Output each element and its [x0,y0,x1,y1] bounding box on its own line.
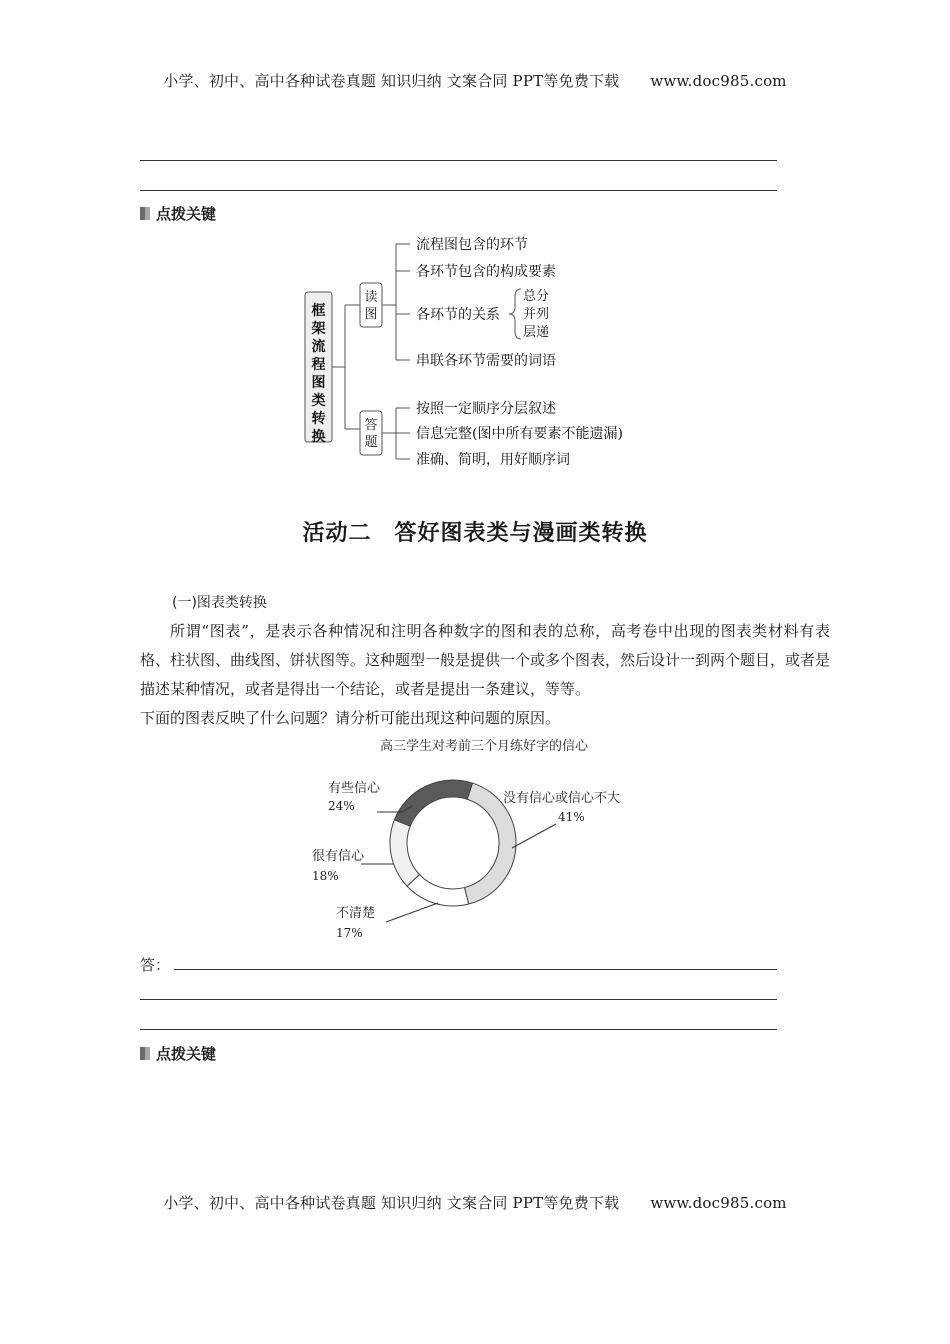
answer-line[interactable] [140,999,777,1000]
question-text: 下面的图表反映了什么问题？请分析可能出现这种问题的原因。 [140,709,561,727]
answer-line[interactable] [174,969,777,970]
page-footer [0,1192,950,1213]
chart-value: 18% [312,869,339,883]
tip-marker-icon [145,207,150,220]
read-item: 串联各环节需要的词语 [416,353,556,369]
donut-slice [407,874,469,906]
answer-line [140,160,777,161]
read-item: 各环节的关系 [416,307,500,323]
tip-heading [140,1043,216,1064]
chart-label: 不清楚 [336,906,376,921]
answer-line[interactable] [140,1029,777,1030]
subsection-title: (一)图表类转换 [172,595,267,611]
paragraph-text: 所谓“图表”，是表示各种情况和注明各种数字的图和表的总称，高考卷中出现的图表类材料有表格、柱状图、曲线图、饼状图等。这种题型一般是提供一个或多个图表，然后设计一到两个题目，或者是描述某种情况，或者是得出一个结论，或者是提出一条建议，等等。 [140,622,831,698]
chart-value: 17% [336,926,363,940]
chart-value: 24% [328,799,355,813]
body-paragraph [140,617,830,733]
relation-item: 总分 [523,289,550,304]
chart-title: 高三学生对考前三个月练好字的信心 [379,739,589,754]
donut-chart [0,730,950,950]
answer-item: 信息完整(图中所有要素不能遗漏) [416,426,623,442]
mindmap-answer-label: 答题 [364,418,378,450]
mindmap-diagram [0,225,950,480]
answer-item: 准确、简明，用好顺序词 [416,452,570,468]
read-item: 流程图包含的环节 [416,237,528,253]
mindmap-root-label: 框架流程图类转换 [311,303,326,445]
chart-value: 41% [558,810,585,824]
relation-item: 层递 [523,325,550,340]
chart-label: 没有信心或信心不大 [503,791,621,806]
header-text: 小学、初中、高中各种试卷真题 知识归纳 文案合同 PPT等免费下载 [163,72,620,90]
tip-label: 点拨关键 [156,205,217,223]
relation-item: 并列 [523,307,550,322]
page-header [0,70,950,91]
section-title: 活动二 答好图表类与漫画类转换 [302,521,648,546]
chart-label: 很有信心 [312,849,365,864]
answer-label: 答： [140,956,171,974]
tip-label: 点拨关键 [156,1045,217,1063]
donut-slice [394,780,472,826]
chart-label: 有些信心 [328,781,381,796]
donut-slice [390,820,419,886]
mindmap-read-label: 读图 [364,290,378,322]
read-item: 各环节包含的构成要素 [416,264,556,280]
tip-heading [140,203,216,224]
footer-url[interactable]: www.doc985.com [650,1194,787,1212]
answer-line [140,190,777,191]
tip-marker-icon [145,1047,150,1060]
header-url[interactable]: www.doc985.com [650,72,787,90]
footer-text: 小学、初中、高中各种试卷真题 知识归纳 文案合同 PPT等免费下载 [163,1194,620,1212]
answer-item: 按照一定顺序分层叙述 [416,401,556,417]
brace-icon [509,289,521,339]
